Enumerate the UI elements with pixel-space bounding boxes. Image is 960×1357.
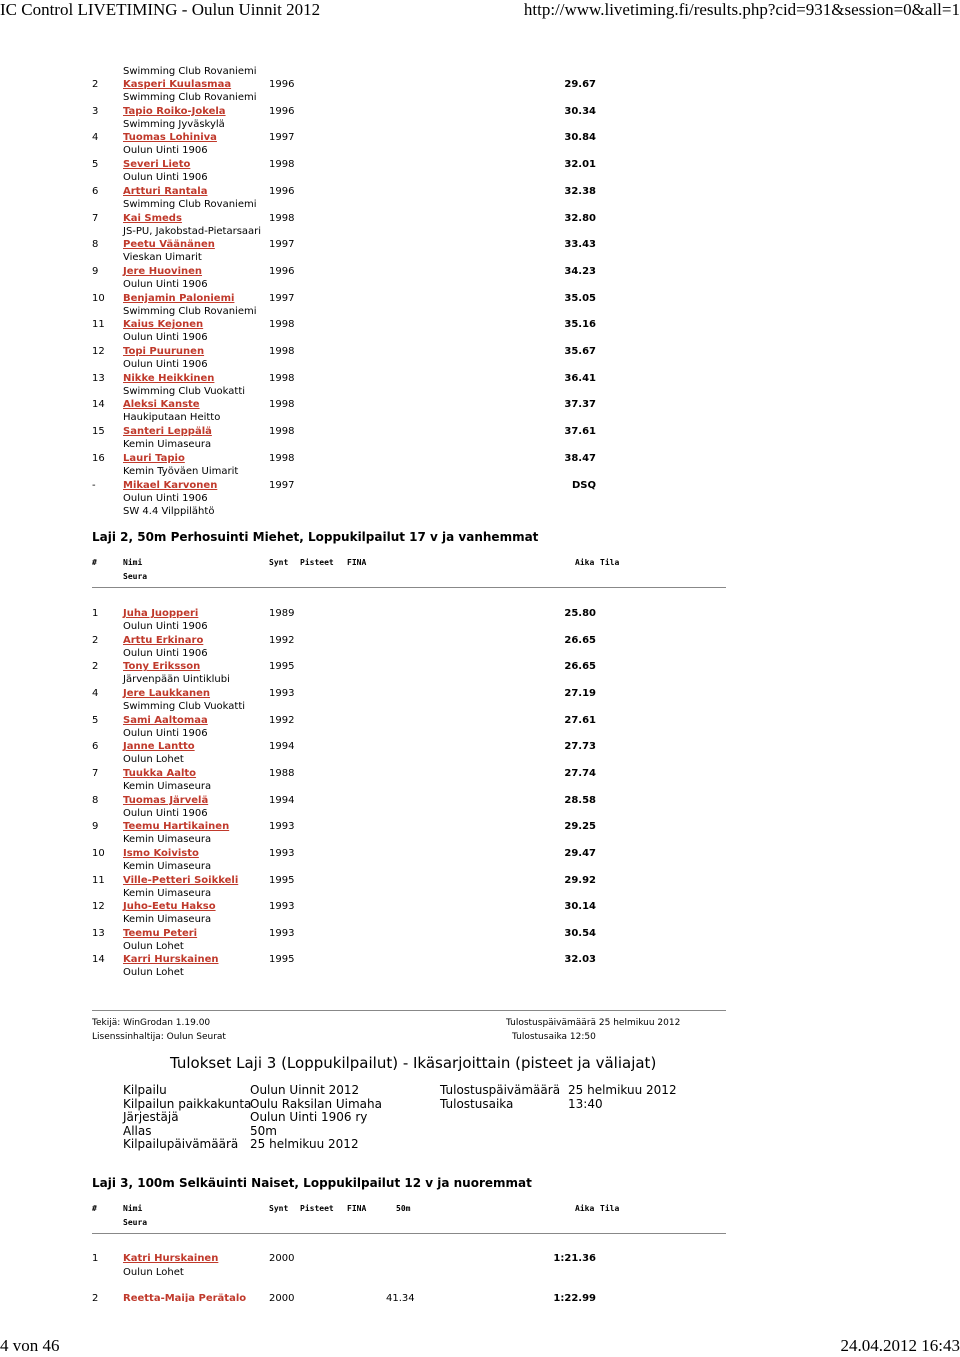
swimmer-link[interactable]: Jere Huovinen	[123, 265, 203, 277]
print-time-value: 13:40	[568, 1097, 603, 1111]
swimmer-link[interactable]: Karri Hurskainen	[123, 954, 219, 966]
result-time: 29.67	[564, 79, 596, 90]
print-time: Tulostusaika 12:50	[512, 1032, 596, 1042]
birth-year: 1993	[269, 901, 295, 913]
col-club-header: Seura	[123, 1218, 148, 1227]
rank: 4	[92, 687, 99, 699]
result-time: 27.74	[564, 767, 596, 779]
rank: 14	[92, 954, 105, 966]
result-time: 30.34	[564, 105, 596, 117]
swimmer-link[interactable]: Aleksi Kanste	[123, 399, 200, 411]
rank: 2	[92, 661, 99, 673]
col-status-header: Tila	[600, 1204, 620, 1213]
birth-year: 1998	[269, 372, 295, 384]
club-name: Oulun Uinti 1906	[123, 172, 208, 184]
rank: 9	[92, 821, 99, 833]
swimmer-link[interactable]: Tuomas Lohiniva	[123, 132, 217, 144]
rank: 5	[92, 714, 99, 726]
club-name: Kemin Uimaseura	[123, 860, 212, 872]
rank: 2	[92, 1293, 99, 1302]
rank: 1	[92, 1253, 99, 1264]
birth-year: 1998	[269, 426, 295, 438]
result-time: 32.38	[564, 185, 596, 197]
rank: 13	[92, 372, 105, 384]
col-points-header: Pisteet	[300, 1204, 334, 1213]
birth-year: 1988	[269, 767, 295, 779]
club-name: Vieskan Uimarit	[123, 252, 202, 264]
swimmer-link[interactable]: Mikael Karvonen	[123, 479, 218, 491]
swimmer-link[interactable]: Jere Laukkanen	[123, 687, 211, 699]
rank: 13	[92, 927, 105, 939]
pool-value: 50m	[250, 1124, 277, 1138]
result-time: 27.73	[564, 741, 596, 753]
club-name: Oulun Uinti 1906	[123, 647, 208, 659]
club-name: Kemin Uimaseura	[123, 914, 212, 926]
col-rank-header: #	[92, 558, 97, 567]
club-name: Oulun Uinti 1906	[123, 359, 208, 370]
col-name-header: Nimi	[123, 558, 143, 567]
result-time: 32.03	[564, 954, 596, 966]
col-club-header: Seura	[123, 572, 148, 581]
swimmer-link[interactable]: Lauri Tapio	[123, 452, 185, 464]
club-name: Oulun Lohet	[123, 1267, 184, 1278]
rank: 4	[92, 132, 99, 144]
club-name: Swimming Club Rovaniemi	[123, 92, 257, 103]
browser-print-header	[0, 0, 960, 22]
result-time: 35.16	[564, 319, 596, 331]
disqualification-note: SW 4.4 Vilppilähtö	[123, 506, 215, 517]
venue-label: Kilpailun paikkakunta	[123, 1097, 252, 1111]
result-time: 37.61	[564, 426, 596, 438]
print-date-label: Tulostuspäivämäärä	[440, 1083, 561, 1097]
swimmer-link[interactable]: Tuomas Järvelä	[123, 794, 209, 806]
swimmer-link[interactable]: Ismo Koivisto	[123, 847, 199, 859]
result-time: 34.23	[564, 265, 596, 277]
swimmer-link[interactable]: Benjamin Paloniemi	[123, 292, 235, 304]
rank: 14	[92, 399, 105, 411]
result-time: 25.80	[564, 608, 596, 619]
page-cut-row	[0, 1292, 960, 1302]
swimmer-link[interactable]: Janne Lantto	[123, 741, 195, 753]
result-time: 26.65	[564, 634, 596, 646]
result-time: 30.14	[564, 901, 596, 913]
birth-year: 1992	[269, 634, 295, 646]
col-fina-header: FINA	[347, 1204, 367, 1213]
result-time: 29.25	[564, 821, 596, 833]
result-time: 37.37	[564, 399, 596, 411]
birth-year: 1993	[269, 927, 295, 939]
col-year-header: Synt	[269, 558, 289, 567]
club-name: Swimming Club Vuokatti	[123, 385, 246, 397]
club-name: Oulun Lohet	[123, 940, 184, 952]
result-time: 30.54	[564, 927, 596, 939]
swimmer-link[interactable]: Reetta-Maija Perätalo	[123, 1293, 247, 1302]
result-time: 27.61	[564, 714, 596, 726]
col-fina-header: FINA	[347, 558, 367, 567]
club-name: Kemin Työväen Uimarit	[123, 465, 239, 477]
result-time: 1:22.99	[553, 1293, 596, 1302]
event-heading: Laji 2, 50m Perhosuinti Miehet, Loppukilpailut 17 v ja vanhemmat	[92, 530, 539, 544]
swimmer-link[interactable]: Juha Juopperi	[123, 608, 199, 619]
browser-print-footer	[0, 1335, 960, 1357]
result-time: 29.47	[564, 847, 596, 859]
result-time: 27.19	[564, 687, 596, 699]
swimmer-link[interactable]: Teemu Peteri	[123, 927, 198, 939]
club-name: Oulun Uinti 1906	[123, 278, 208, 290]
swimmer-link[interactable]: Santeri Leppälä	[123, 426, 212, 438]
result-time: 1:21.36	[553, 1253, 596, 1264]
swimmer-link[interactable]: Katri Hurskainen	[123, 1253, 219, 1264]
birth-year: 1994	[269, 741, 295, 753]
result-time: 26.65	[564, 661, 596, 673]
rank: 10	[92, 847, 105, 859]
club-name: Swimming Club Rovaniemi	[123, 198, 257, 210]
header-divider	[92, 1233, 726, 1234]
result-time: 36.41	[564, 372, 596, 384]
results-title: Tulokset Laji 3 (Loppukilpailut) - Ikäsarjoittain (pisteet ja väliajat)	[170, 1054, 657, 1072]
rank: 6	[92, 185, 99, 197]
swimmer-link[interactable]: Nikke Heikkinen	[123, 372, 215, 384]
result-time: 35.05	[564, 292, 596, 304]
club-name: Oulun Lohet	[123, 967, 184, 979]
club-name: Oulun Uinti 1906	[123, 621, 208, 632]
header-divider	[92, 587, 726, 588]
club-name: Haukiputaan Heitto	[123, 412, 221, 424]
swimmer-link[interactable]: Topi Puurunen	[123, 346, 205, 357]
rank: 2	[92, 79, 99, 90]
col-name-header: Nimi	[123, 1204, 143, 1213]
result-time: DSQ	[571, 479, 596, 491]
rank: 2	[92, 634, 99, 646]
competition-value: Oulun Uinnit 2012	[250, 1083, 360, 1097]
swimmer-link[interactable]: Tony Eriksson	[123, 661, 201, 673]
club-name: Oulun Uinti 1906	[123, 332, 208, 344]
rank: 7	[92, 767, 99, 779]
swimmer-link[interactable]: Kai Smeds	[123, 212, 182, 224]
rank: 12	[92, 901, 105, 913]
swimmer-link[interactable]: Kaius Kejonen	[123, 319, 204, 331]
competition-date-value: 25 helmikuu 2012	[250, 1137, 359, 1151]
rank: 8	[92, 239, 99, 251]
print-date: Tulostuspäivämäärä 25 helmikuu 2012	[506, 1018, 681, 1028]
club-name: Swimming Club Rovaniemi	[123, 66, 257, 77]
birth-year: 1998	[269, 399, 295, 411]
club-name: Järvenpään Uintiklubi	[123, 674, 230, 686]
birth-year: 1996	[269, 105, 295, 117]
club-name: Oulun Uinti 1906	[123, 727, 208, 739]
club-name: Kemin Uimaseura	[123, 834, 212, 846]
rank: 12	[92, 346, 105, 357]
birth-year: 2000	[269, 1253, 295, 1264]
club-name: Oulun Uinti 1906	[123, 807, 208, 819]
birth-year: 1992	[269, 714, 295, 726]
birth-year: 1993	[269, 687, 295, 699]
page-url[interactable]: http://www.livetiming.fi/results.php?cid=931&session=0&all=1	[523, 0, 960, 19]
col-time-header: Aika	[575, 558, 595, 567]
swimmer-link[interactable]: Severi Lieto	[123, 159, 191, 171]
pool-label: Allas	[123, 1124, 152, 1138]
rank: 9	[92, 265, 99, 277]
result-time: 35.67	[564, 346, 596, 357]
swimmer-link[interactable]: Sami Aaltomaa	[123, 714, 208, 726]
birth-year: 1989	[269, 608, 295, 619]
organizer-label: Järjestäjä	[123, 1110, 179, 1124]
rank: -	[92, 479, 96, 491]
print-timestamp: 24.04.2012 16:43	[840, 1336, 960, 1355]
print-time-label: Tulostusaika	[440, 1097, 514, 1111]
birth-year: 1997	[269, 239, 295, 251]
result-time: 32.01	[564, 159, 596, 171]
birth-year: 1995	[269, 874, 295, 886]
rank: 16	[92, 452, 105, 464]
rank: 5	[92, 159, 99, 171]
result-time: 30.84	[564, 132, 596, 144]
col-rank-header: #	[92, 1204, 97, 1213]
venue-value: Oulu Raksilan Uimaha	[250, 1097, 382, 1111]
col-split-header: 50m	[396, 1204, 411, 1213]
club-name: Oulun Uinti 1906	[123, 492, 208, 504]
swimmer-link[interactable]: Juho-Eetu Hakso	[123, 901, 216, 913]
club-name: Kemin Uimaseura	[123, 887, 212, 899]
competition-label: Kilpailu	[123, 1083, 167, 1097]
club-name: Swimming Club Rovaniemi	[123, 305, 257, 317]
club-name: Oulun Uinti 1906	[123, 145, 208, 157]
birth-year: 1995	[269, 954, 295, 966]
birth-year: 2000	[269, 1293, 295, 1302]
club-name: JS-PU, Jakobstad-Pietarsaari	[123, 225, 262, 237]
rank: 3	[92, 105, 99, 117]
competition-date-label: Kilpailupäivämäärä	[123, 1137, 239, 1151]
club-name: Swimming Club Vuokatti	[123, 700, 246, 712]
rank: 8	[92, 794, 99, 806]
license-holder: Lisenssinhaltija: Oulun Seurat	[92, 1032, 226, 1042]
col-year-header: Synt	[269, 1204, 289, 1213]
result-time: 29.92	[564, 874, 596, 886]
swimmer-link[interactable]: Tuukka Aalto	[123, 767, 197, 779]
club-name: Kemin Uimaseura	[123, 780, 212, 792]
birth-year: 1997	[269, 479, 295, 491]
swimmer-link[interactable]: Artturi Rantala	[123, 185, 208, 197]
swimmer-link[interactable]: Tapio Roiko-Jokela	[123, 105, 226, 117]
result-time: 32.80	[564, 212, 596, 224]
birth-year: 1998	[269, 212, 295, 224]
swimmer-link[interactable]: Peetu Väänänen	[123, 239, 215, 251]
split-time: 41.34	[386, 1293, 415, 1302]
birth-year: 1993	[269, 821, 295, 833]
result-time: 28.58	[564, 794, 596, 806]
birth-year: 1998	[269, 346, 295, 357]
rank: 1	[92, 608, 99, 619]
birth-year: 1996	[269, 185, 295, 197]
organizer-value: Oulun Uinti 1906 ry	[250, 1110, 368, 1124]
birth-year: 1997	[269, 132, 295, 144]
birth-year: 1998	[269, 452, 295, 464]
birth-year: 1993	[269, 847, 295, 859]
birth-year: 1994	[269, 794, 295, 806]
club-name: Oulun Lohet	[123, 754, 184, 766]
col-status-header: Tila	[600, 558, 620, 567]
page-title: IC Control LIVETIMING - Oulun Uinnit 2012	[0, 0, 321, 19]
print-date-value: 25 helmikuu 2012	[568, 1083, 677, 1097]
club-name: Swimming Jyväskylä	[123, 118, 225, 130]
rank: 7	[92, 212, 99, 224]
birth-year: 1997	[269, 292, 295, 304]
birth-year: 1995	[269, 661, 295, 673]
swimmer-link[interactable]: Arttu Erkinaro	[123, 634, 204, 646]
birth-year: 1998	[269, 319, 295, 331]
result-time: 38.47	[564, 452, 596, 464]
col-points-header: Pisteet	[300, 558, 334, 567]
footer-divider	[92, 1010, 726, 1011]
birth-year: 1998	[269, 159, 295, 171]
rank: 10	[92, 292, 105, 304]
birth-year: 1996	[269, 79, 295, 90]
event-heading: Laji 3, 100m Selkäuinti Naiset, Loppukilpailut 12 v ja nuoremmat	[92, 1176, 532, 1190]
swimmer-link[interactable]: Teemu Hartikainen	[123, 821, 230, 833]
club-name: Kemin Uimaseura	[123, 439, 212, 451]
page-counter: 4 von 46	[0, 1336, 60, 1355]
rank: 11	[92, 319, 105, 331]
rank: 11	[92, 874, 105, 886]
software-credit: Tekijä: WinGrodan 1.19.00	[92, 1018, 211, 1028]
swimmer-link[interactable]: Ville-Petteri Soikkeli	[123, 874, 239, 886]
swimmer-link[interactable]: Kasperi Kuulasmaa	[123, 79, 232, 90]
rank: 6	[92, 741, 99, 753]
rank: 15	[92, 426, 105, 438]
col-time-header: Aika	[575, 1204, 595, 1213]
result-time: 33.43	[564, 239, 596, 251]
birth-year: 1996	[269, 265, 295, 277]
